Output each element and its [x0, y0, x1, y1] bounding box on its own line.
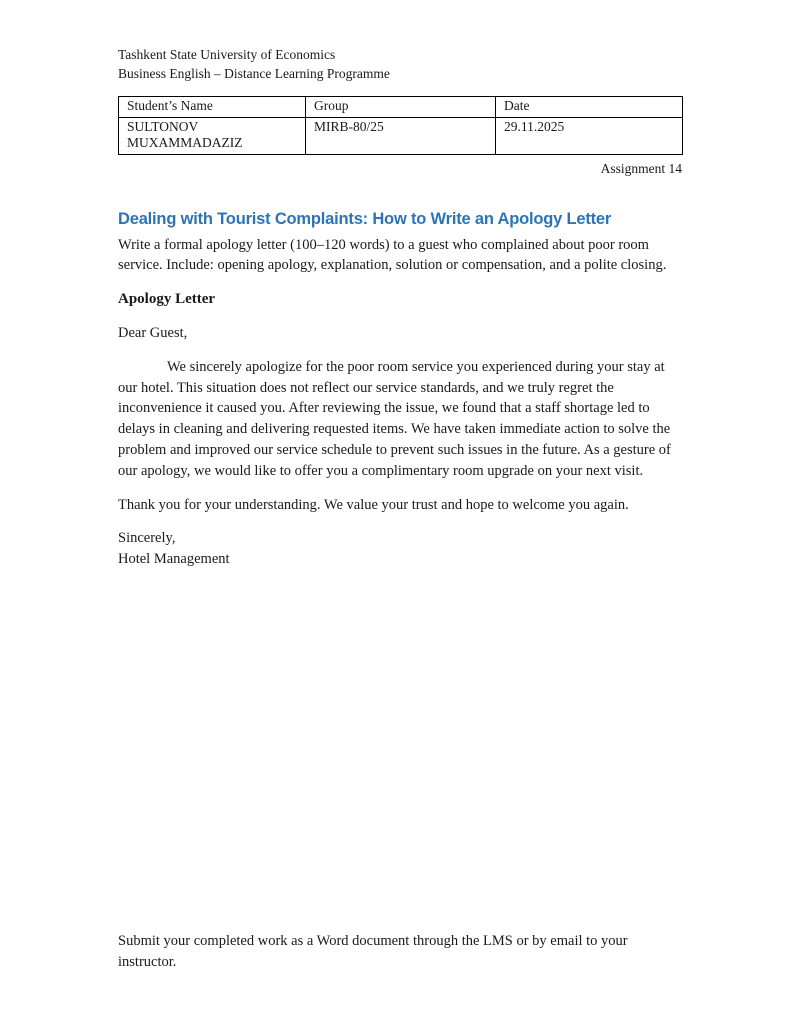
letter-heading: Apology Letter: [118, 291, 216, 308]
student-name-value: SULTONOV MUXAMMADAZIZ: [119, 117, 306, 154]
task-title: Dealing with Tourist Complaints: How to Write an Apology Letter: [118, 209, 612, 228]
date-value: 29.11.2025: [496, 117, 683, 154]
info-table-value-row: [119, 117, 683, 154]
student-info-table: [118, 96, 683, 155]
university-name: Tashkent State University of Economics: [118, 47, 336, 62]
group-value: MIRB-80/25: [306, 117, 496, 154]
letter-signoff: [118, 528, 682, 570]
task-instructions: Write a formal apology letter (100–120 words) to a guest who complained about poor room service. Include: opening apology, explanation, solution or compensation, and a polite closing.: [118, 236, 667, 274]
date-header: Date: [496, 97, 683, 118]
letter-body: We sincerely apologize for the poor room service you experienced during your stay at our hotel. This situation does not reflect our service standards, and we truly regret the inconvenience it caused you. After reviewing the issue, we found that a staff shortage led to delays in cleaning and delivering requested items. We have taken immediate action to solve the problem and improved our service schedule to prevent such issues in the future. As a gesture of our apology, we would like to offer you a complimentary room upgrade on your next visit.: [118, 358, 671, 479]
submission-note: Submit your completed work as a Word document through the LMS or by email to your instructor.: [118, 933, 628, 970]
assignment-number: Assignment 14: [600, 160, 682, 176]
letter-closing: Sincerely,: [118, 530, 176, 547]
letter-signature: Hotel Management: [118, 551, 230, 568]
letter-thanks: Thank you for your understanding. We value your trust and hope to welcome you again.: [118, 496, 629, 513]
info-table-header-row: [119, 97, 683, 118]
course-name: Business English – Distance Learning Programme: [118, 66, 390, 81]
letter-salutation: Dear Guest,: [118, 325, 188, 342]
student-name-header: Student’s Name: [119, 97, 306, 118]
group-header: Group: [306, 97, 496, 118]
